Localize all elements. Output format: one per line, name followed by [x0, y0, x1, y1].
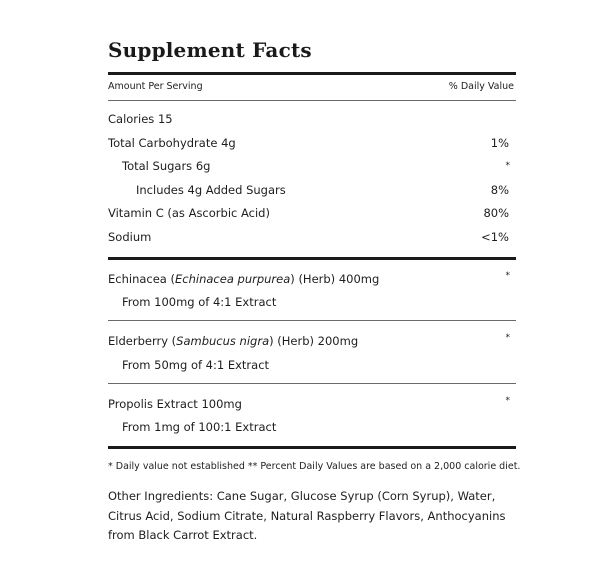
- nutrient-dv: <1%: [481, 230, 509, 244]
- herb-divider-2: [108, 383, 516, 384]
- nutrient-label: Includes 4g Added Sugars: [136, 183, 286, 197]
- herb-divider-1: [108, 320, 516, 321]
- nutrient-row-added-sugars: [108, 181, 516, 199]
- bottom-thick-rule: [108, 446, 516, 449]
- nutrient-label: Sodium: [108, 230, 152, 244]
- nutrient-dv: 8%: [490, 183, 509, 197]
- herb-dv: *: [505, 396, 510, 406]
- nutrient-dv: *: [505, 161, 510, 171]
- herb-label: Elderberry (Sambucus nigra) (Herb) 200mg: [108, 334, 359, 348]
- amount-per-serving-label: Amount Per Serving: [108, 81, 203, 92]
- panel-title: Supplement Facts: [108, 38, 312, 62]
- nutrient-label: Vitamin C (as Ascorbic Acid): [108, 206, 270, 220]
- herb-dv: *: [505, 271, 510, 281]
- herb-row-echinacea: [108, 270, 516, 288]
- herb-dv: *: [505, 333, 510, 343]
- nutrient-row-sodium: [108, 228, 516, 246]
- herb-extract-detail: From 100mg of 4:1 Extract: [122, 295, 277, 309]
- nutrients-thick-rule: [108, 257, 516, 260]
- latin-name: Echinacea purpurea: [175, 272, 291, 286]
- herb-label: Propolis Extract 100mg: [108, 397, 242, 411]
- nutrient-label: Total Sugars 6g: [122, 159, 211, 173]
- top-thick-rule: [108, 72, 516, 75]
- nutrient-row-total-sugars: [108, 157, 516, 175]
- herb-row-elderberry: [108, 332, 516, 350]
- header-divider: [108, 100, 516, 101]
- daily-value-footnote: * Daily value not established ** Percent Daily Values are based on a 2,000 calorie diet.: [108, 461, 521, 472]
- herb-extract-detail: From 50mg of 4:1 Extract: [122, 358, 270, 372]
- nutrient-label: Calories 15: [108, 112, 173, 126]
- nutrient-label: Total Carbohydrate 4g: [108, 136, 236, 150]
- nutrient-dv: 80%: [483, 206, 509, 220]
- herb-sub-elderberry: [108, 356, 516, 374]
- herb-row-propolis: [108, 395, 516, 413]
- nutrient-row-vitamin-c: [108, 204, 516, 222]
- herb-extract-detail: From 1mg of 100:1 Extract: [122, 420, 277, 434]
- nutrient-row-total-carbohydrate: [108, 134, 516, 152]
- daily-value-label: % Daily Value: [448, 81, 514, 92]
- nutrient-dv: 1%: [490, 136, 509, 150]
- latin-name: Sambucus nigra: [176, 334, 270, 348]
- other-ingredients: Other Ingredients: Cane Sugar, Glucose Syrup (Corn Syrup), Water, Citrus Acid, Sodium Citrate, Natural Raspberry Flavors, Anthocyanins from Black Carrot Extract.: [108, 489, 506, 542]
- herb-label: Echinacea (Echinacea purpurea) (Herb) 400mg: [108, 272, 380, 286]
- nutrient-row-calories: [108, 110, 516, 128]
- herb-sub-propolis: [108, 418, 516, 436]
- herb-sub-echinacea: [108, 293, 516, 311]
